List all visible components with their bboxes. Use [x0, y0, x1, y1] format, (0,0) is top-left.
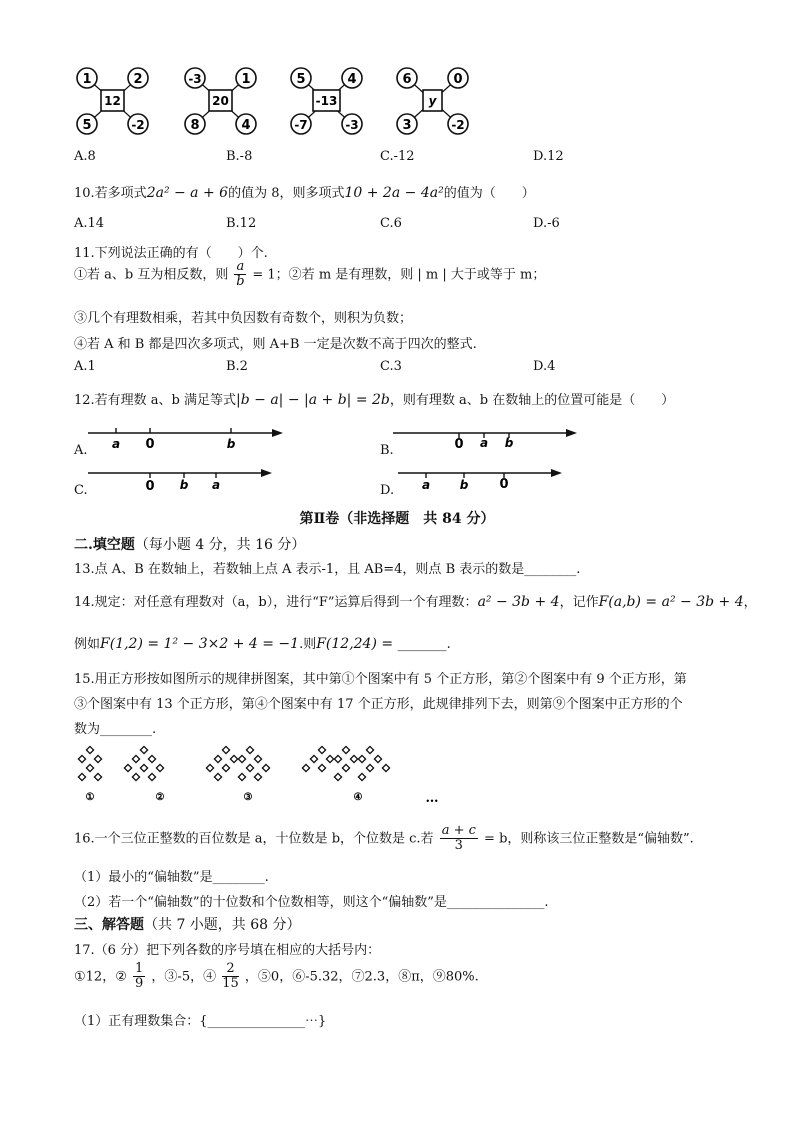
q12-option-c: C.	[74, 483, 88, 498]
q9-figure-2-br: 4	[241, 118, 251, 133]
q9-figure-1-tr: 2	[133, 72, 143, 87]
q16-part-1: （1）最小的“偏轴数”是________.	[74, 870, 269, 885]
q12-option-b: B.	[380, 443, 394, 458]
q17-items	[74, 962, 479, 992]
q9-figure-4	[395, 66, 470, 136]
q12-d-label-1: a	[421, 478, 431, 492]
q13-text: 13.点 A、B 在数轴上，若数轴上点 A 表示-1，且 AB=4，则点 B 表示的数是________.	[74, 562, 581, 577]
q12-a-label-3: b	[226, 437, 236, 451]
q12-c-label-1: 0	[145, 479, 155, 494]
q9-figure-1	[75, 66, 150, 136]
q10-option-d: D.-6	[533, 216, 560, 231]
q9-figure-3-tr: 4	[347, 72, 357, 87]
q11-statement-1	[74, 260, 545, 290]
q9-figure-2-tl: -3	[188, 72, 202, 86]
q9-figure-3-tl: 5	[296, 72, 306, 87]
q15-label-3: ③	[243, 792, 253, 803]
q17-items-mid: ，③-5，④	[151, 969, 217, 985]
q12-a-label-2: 0	[145, 437, 155, 452]
q15-label-1: ①	[85, 792, 95, 803]
q9-figure-1-br: -2	[131, 118, 145, 132]
q14-line1	[74, 591, 757, 610]
q12-option-d: D.	[380, 483, 395, 498]
q10-stem	[74, 182, 535, 201]
q14-line2-pre: 例如	[74, 637, 101, 652]
q10-option-c: C.6	[380, 216, 402, 231]
q12-b-label-1: 0	[454, 437, 464, 452]
q10-post: 的值为（ ）	[443, 186, 535, 201]
q12-b-label-2: a	[479, 436, 489, 450]
q12-option-a: A.	[74, 443, 88, 458]
q9-figure-2-bl: 8	[190, 118, 200, 133]
q9-figure-4-tl: 6	[402, 72, 412, 87]
q12-d-label-2: b	[459, 478, 469, 492]
q9-figure-4-center: y	[428, 94, 437, 108]
q14-line2-post: .	[446, 637, 451, 652]
q10-pre: 10.若多项式	[74, 186, 147, 201]
q12-a-label-1: a	[111, 437, 121, 451]
q9-option-c: C.-12	[380, 149, 415, 164]
q14-expr3: F(1,2) = 1² − 3×2 + 4 = −1	[100, 636, 300, 652]
q9-figure-4-br: -2	[451, 118, 465, 132]
section-3-heading	[74, 914, 301, 934]
q11-s1-pre: ①若 a、b 互为相反数，则	[74, 267, 229, 283]
q15-label-4: ④	[353, 792, 363, 803]
q14-line2	[74, 633, 451, 652]
q12-stem	[74, 389, 674, 408]
q17-stem: 17.（6 分）把下列各数的序号填在相应的大括号内：	[74, 943, 381, 958]
q9-figure-1-center: 12	[104, 94, 121, 108]
q15-patterns	[70, 744, 450, 810]
q15-pattern-4	[302, 746, 389, 780]
section-3-note: （共 7 小题，共 68 分）	[144, 917, 301, 933]
q9-figure-4-bl: 3	[402, 118, 412, 133]
q9-option-a: A.8	[74, 149, 96, 164]
q11-frac-den: b	[236, 274, 245, 290]
q16-part-2: （2）若一个“偏轴数”的十位数和个位数相等，则这个“偏轴数”是_______________.	[74, 895, 549, 910]
q17-fraction-2	[222, 962, 239, 992]
q11-fraction	[234, 260, 246, 290]
q12-d-label-3: 0	[499, 477, 509, 492]
q15-line3: 数为________.	[74, 722, 157, 737]
q16-post: = b，则称该三位正整数是“偏轴数”.	[484, 831, 694, 847]
q12-expr: |b − a| − |a + b| = 2b	[236, 392, 390, 408]
q11-statement-3: ③几个有理数相乘，若其中负因数有奇数个，则积为负数；	[74, 311, 413, 326]
q9-figure-1-bl: 5	[82, 118, 92, 133]
q9-figure-3-bl: -7	[294, 118, 308, 132]
q9-option-b: B.-8	[226, 149, 253, 164]
q12-numberline-a	[88, 424, 284, 454]
q9-figure-3-center: -13	[315, 94, 338, 108]
q12-numberline-b	[393, 424, 579, 454]
q16-stem	[74, 824, 694, 854]
q11-option-d: D.4	[533, 359, 556, 374]
q9-figure-2-center: 20	[212, 94, 229, 108]
q15-line1: 15.用正方形按如图所示的规律拼图案，其中第①个图案中有 5 个正方形，第②个图案中有 9 个正方形，第	[74, 672, 687, 687]
q14-line1-pre: 14.规定：对任意有理数对（a，b），进行“F”运算后得到一个有理数：	[74, 595, 478, 610]
q9-figure-2-tr: 1	[241, 72, 251, 87]
q15-ellipsis: …	[425, 791, 439, 806]
q10-expr1: 2a² − a + 6	[146, 185, 229, 201]
section-3-title: 三、解答题	[74, 917, 144, 933]
section-2-title: 二.填空题	[74, 537, 135, 553]
q17-f2-den: 15	[222, 976, 239, 992]
q10-expr2: 10 + 2a − 4a²	[344, 185, 444, 201]
q17-items-post: ，⑤0，⑥-5.32，⑦2.3，⑧π，⑨80%.	[244, 969, 479, 985]
q12-c-label-2: b	[179, 478, 189, 492]
q15-pattern-1	[78, 746, 101, 780]
q15-label-2: ②	[155, 792, 165, 803]
q12-post: ，则有理数 a、b 在数轴上的位置可能是（ ）	[389, 393, 675, 408]
q15-pattern-3	[206, 746, 269, 780]
q9-figure-1-tl: 1	[82, 72, 92, 87]
q16-frac-den: 3	[454, 838, 463, 854]
q14-expr2: F(a,b) = a² − 3b + 4	[598, 594, 744, 610]
q10-option-a: A.14	[74, 216, 105, 231]
q11-option-a: A.1	[74, 359, 96, 374]
q17-part-1: （1）正有理数集合：{_______________⋯}	[74, 1014, 327, 1029]
q11-statement-4: ④若 A 和 B 都是四次多项式，则 A+B 一定是次数不高于四次的整式.	[74, 337, 477, 352]
q17-items-pre: ①12，②	[74, 969, 127, 985]
q14-expr1: a² − 3b + 4	[477, 594, 560, 610]
q17-f2-num: 2	[222, 962, 239, 977]
q12-numberline-c	[88, 464, 274, 494]
q11-option-c: C.3	[380, 359, 402, 374]
q12-c-label-3: a	[211, 478, 221, 492]
q14-line2-mid: .则	[299, 637, 317, 652]
q12-numberline-d	[398, 464, 564, 494]
q9-option-d: D.12	[533, 149, 564, 164]
q17-fraction-1	[133, 962, 145, 992]
q9-figure-3	[289, 66, 364, 136]
q9-figure-3-br: -3	[345, 118, 359, 132]
q10-option-b: B.12	[226, 216, 257, 231]
q17-f1-num: 1	[135, 961, 144, 976]
q12-b-label-3: b	[504, 436, 514, 450]
q11-stem: 11.下列说法正确的有（ ）个.	[74, 246, 268, 261]
q14-line1-mid: ，记作	[559, 595, 599, 610]
q10-mid: 的值为 8，则多项式	[228, 186, 345, 201]
q16-pre: 16.一个三位正整数的百位数是 a，十位数是 b，个位数是 c.若	[74, 831, 434, 847]
q12-pre: 12.若有理数 a、b 满足等式	[74, 393, 237, 408]
q9-figure-4-tr: 0	[453, 72, 463, 87]
q11-s1-post: = 1；②若 m 是有理数，则 | m | 大于或等于 m；	[252, 267, 546, 283]
section-2-note: （每小题 4 分，共 16 分）	[134, 537, 306, 553]
q11-option-b: B.2	[226, 359, 248, 374]
q17-f1-den: 9	[135, 976, 144, 992]
q14-expr4: F(12,24) = _______	[316, 636, 447, 652]
q16-frac-num: a + c	[441, 823, 476, 838]
q9-figure-2	[183, 66, 258, 136]
q15-pattern-2	[124, 746, 163, 780]
q14-line1-post: ，	[743, 595, 757, 610]
q11-frac-num: a	[236, 259, 245, 274]
part2-heading: 第Ⅱ卷（非选择题 共 84 分）	[299, 511, 495, 527]
q16-fraction	[440, 824, 478, 854]
q15-line2: ③个图案中有 13 个正方形，第④个图案中有 17 个正方形，此规律排列下去，则第⑨个图案中正方形的个	[74, 697, 683, 712]
section-2-heading	[74, 534, 305, 554]
